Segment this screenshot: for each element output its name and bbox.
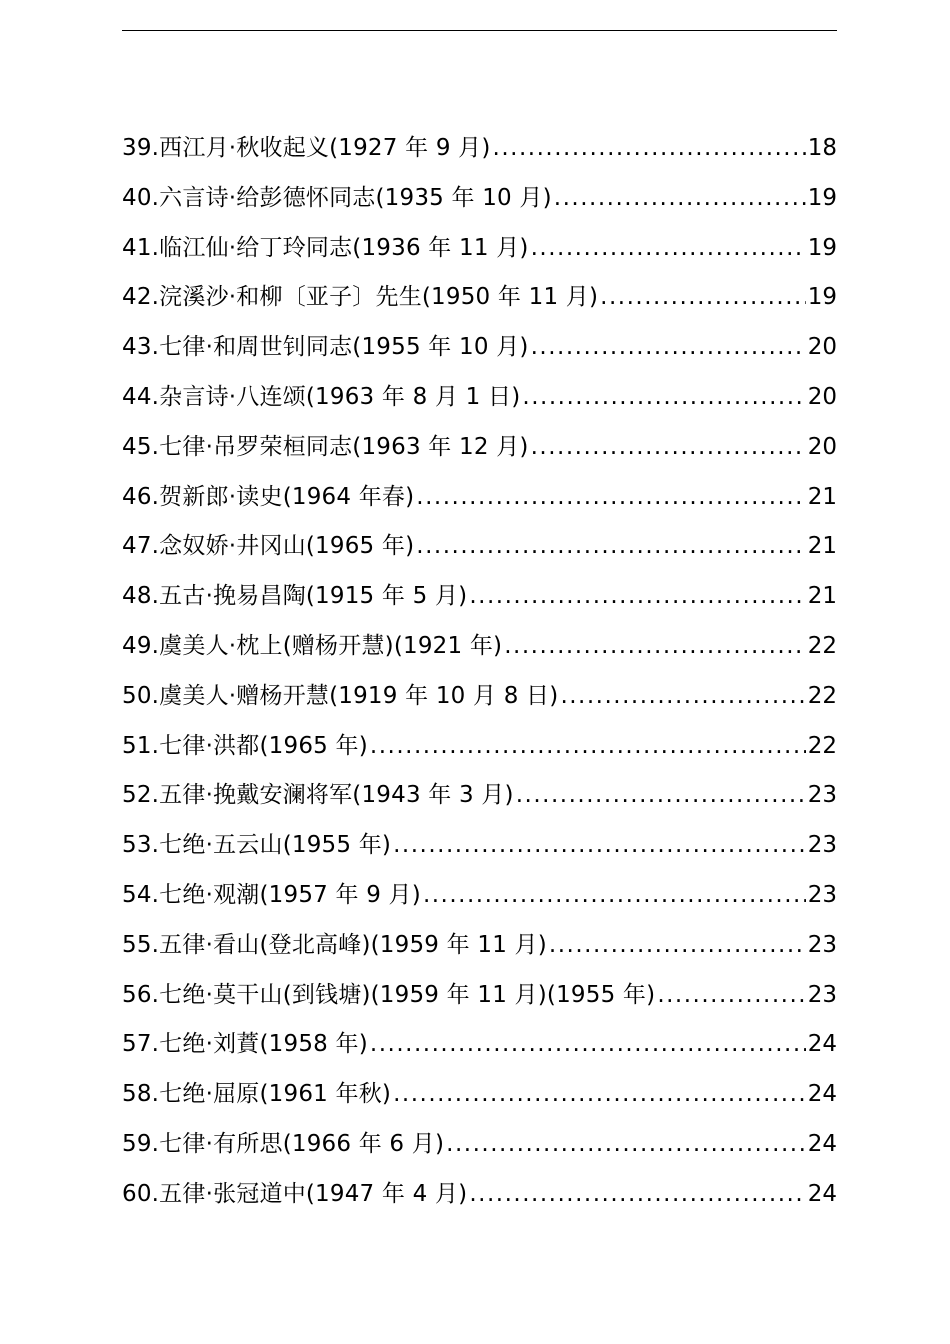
toc-dot-leader (531, 423, 806, 473)
toc-entry-title: 45.七律·吊罗荣桓同志(1963 年 12 月) (122, 433, 529, 460)
toc-entry-page-number: 22 (807, 682, 837, 709)
toc-entry[interactable] (122, 522, 837, 572)
toc-entry-title: 40.六言诗·给彭德怀同志(1935 年 10 月) (122, 184, 552, 211)
toc-entry-title: 55.五律·看山(登北高峰)(1959 年 11 月) (122, 931, 547, 958)
toc-entry[interactable] (122, 921, 837, 971)
toc-dot-leader (469, 572, 805, 622)
toc-entry-title: 49.虞美人·枕上(赠杨开慧)(1921 年) (122, 632, 503, 659)
toc-entry[interactable] (122, 672, 837, 722)
toc-entry-page-number: 19 (807, 234, 837, 261)
toc-entry-title: 50.虞美人·赠杨开慧(1919 年 10 月 8 日) (122, 682, 559, 709)
toc-dot-leader (657, 971, 805, 1021)
header-rule (122, 30, 837, 31)
toc-entry-title: 43.七律·和周世钊同志(1955 年 10 月) (122, 334, 529, 361)
toc-dot-leader (516, 771, 806, 821)
toc-entry-page-number: 22 (807, 732, 837, 759)
toc-entry[interactable] (122, 871, 837, 921)
toc-dot-leader (549, 921, 806, 971)
toc-dot-leader (393, 1070, 806, 1120)
toc-entry[interactable] (122, 373, 837, 423)
toc-entry-page-number: 21 (807, 583, 837, 610)
toc-dot-leader (446, 1120, 806, 1170)
toc-entry-page-number: 19 (807, 184, 837, 211)
toc-entry-title: 47.念奴娇·井冈山(1965 年) (122, 533, 415, 560)
toc-entry-title: 41.临江仙·给丁玲同志(1936 年 11 月) (122, 234, 529, 261)
toc-entry[interactable] (122, 1070, 837, 1120)
table-of-contents (122, 124, 837, 1220)
toc-entry[interactable] (122, 622, 837, 672)
toc-dot-leader (416, 522, 805, 572)
toc-dot-leader (370, 722, 806, 772)
toc-entry-page-number: 18 (807, 135, 837, 161)
toc-dot-leader (504, 622, 805, 672)
toc-entry-page-number: 23 (807, 981, 837, 1008)
toc-entry-page-number: 23 (807, 832, 837, 859)
toc-entry-page-number: 23 (807, 881, 837, 908)
toc-entry-page-number: 19 (807, 284, 837, 311)
toc-dot-leader (554, 174, 806, 224)
toc-entry-page-number: 21 (807, 483, 837, 510)
toc-dot-leader (600, 273, 806, 323)
toc-entry[interactable] (122, 1170, 837, 1220)
toc-entry-page-number: 23 (807, 931, 837, 958)
toc-entry[interactable] (122, 273, 837, 323)
toc-entry[interactable] (122, 323, 837, 373)
toc-dot-leader (560, 672, 805, 722)
toc-entry[interactable] (122, 1020, 837, 1070)
toc-entry[interactable] (122, 771, 837, 821)
toc-entry[interactable] (122, 971, 837, 1021)
toc-entry-title: 48.五古·挽易昌陶(1915 年 5 月) (122, 583, 468, 610)
toc-entry[interactable] (122, 124, 837, 174)
toc-dot-leader (423, 871, 806, 921)
toc-entry[interactable] (122, 423, 837, 473)
toc-entry-title: 53.七绝·五云山(1955 年) (122, 832, 392, 859)
toc-entry-title: 57.七绝·刘蕡(1958 年) (122, 1031, 368, 1058)
toc-entry-page-number: 23 (807, 782, 837, 809)
toc-entry[interactable] (122, 1120, 837, 1170)
toc-dot-leader (522, 373, 805, 423)
toc-entry-page-number: 20 (807, 433, 837, 460)
toc-dot-leader (469, 1170, 805, 1220)
toc-entry-title: 54.七绝·观潮(1957 年 9 月) (122, 881, 421, 908)
toc-entry-page-number: 24 (807, 1081, 837, 1108)
toc-entry-title: 60.五律·张冠道中(1947 年 4 月) (122, 1180, 468, 1207)
toc-dot-leader (493, 124, 806, 174)
toc-entry-title: 58.七绝·屈原(1961 年秋) (122, 1081, 392, 1108)
toc-entry-page-number: 24 (807, 1031, 837, 1058)
toc-entry-page-number: 24 (807, 1180, 837, 1207)
toc-entry-page-number: 21 (807, 533, 837, 560)
toc-dot-leader (370, 1020, 806, 1070)
toc-entry[interactable] (122, 174, 837, 224)
toc-entry-page-number: 22 (807, 632, 837, 659)
toc-entry-title: 42.浣溪沙·和柳〔亚子〕先生(1950 年 11 月) (122, 284, 599, 311)
toc-entry-title: 56.七绝·莫干山(到钱塘)(1959 年 11 月)(1955 年) (122, 981, 656, 1008)
toc-entry-page-number: 24 (807, 1130, 837, 1157)
toc-entry-title: 39.西江月·秋收起义(1927 年 9 月) (122, 135, 491, 161)
toc-entry-page-number: 20 (807, 383, 837, 410)
toc-entry[interactable] (122, 821, 837, 871)
toc-entry[interactable] (122, 473, 837, 523)
toc-entry-title: 51.七律·洪都(1965 年) (122, 732, 368, 759)
toc-entry[interactable] (122, 722, 837, 772)
toc-entry-title: 59.七律·有所思(1966 年 6 月) (122, 1130, 445, 1157)
toc-entry-title: 52.五律·挽戴安澜将军(1943 年 3 月) (122, 782, 514, 809)
toc-entry-page-number: 20 (807, 334, 837, 361)
toc-entry-title: 44.杂言诗·八连颂(1963 年 8 月 1 日) (122, 383, 521, 410)
toc-dot-leader (531, 224, 806, 274)
toc-entry-title: 46.贺新郎·读史(1964 年春) (122, 483, 415, 510)
toc-entry[interactable] (122, 572, 837, 622)
toc-dot-leader (393, 821, 806, 871)
toc-dot-leader (416, 473, 805, 523)
toc-entry[interactable] (122, 224, 837, 274)
toc-dot-leader (531, 323, 806, 373)
